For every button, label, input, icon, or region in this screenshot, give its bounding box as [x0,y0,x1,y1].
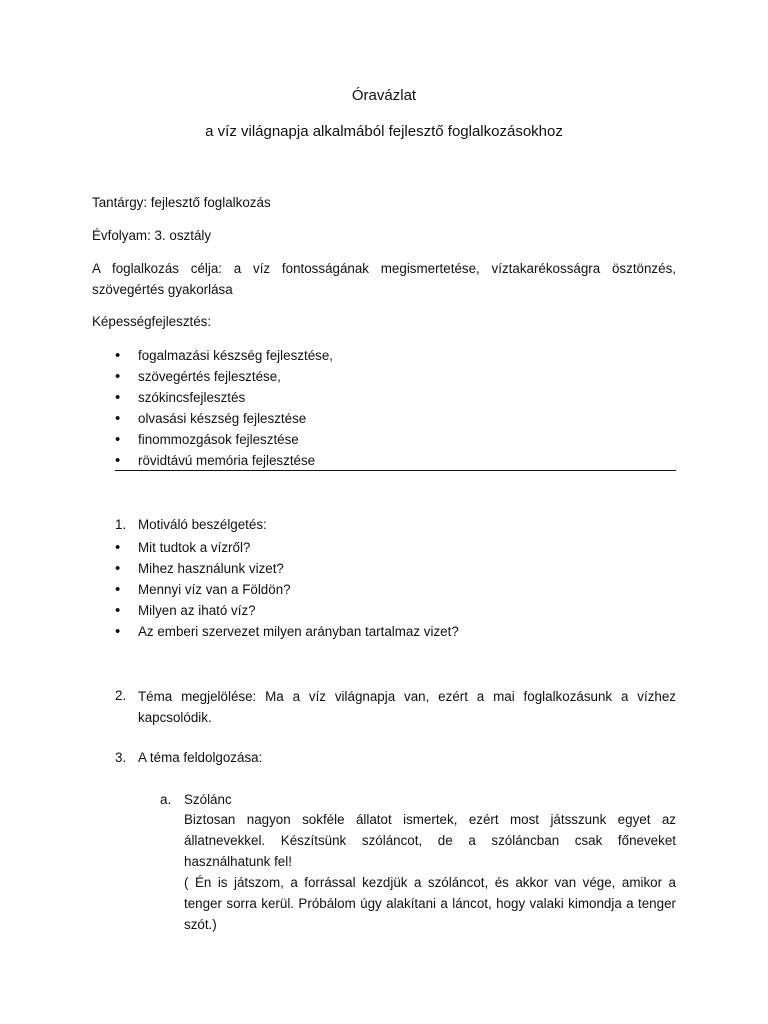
bullet-icon [115,366,120,387]
list-item-label: Mihez használunk vizet? [138,561,284,576]
list-item-label: Mit tudtok a vízről? [138,540,251,555]
subsection-paragraph: Biztosan nagyon sokféle állatot ismertek, ezért most játsszunk egyet az állatnevekkel. Készítsünk szóláncot, de a szóláncban csak főneveket használhatunk fel! [184,812,676,869]
page-title: Óravázlat [351,87,417,104]
list-item-label: Mennyi víz van a Földön? [138,582,291,597]
bullet-icon [115,345,120,366]
subsection-note: ( Én is játszom, a forrással kezdjük a szóláncot, és akkor van vége, amikor a tenger sorra kerül. Próbálom úgy alakítani a láncot, hogy valaki kimondja a tenger szót.) [184,875,676,932]
section-heading: A téma feldolgozása: [138,750,263,765]
bullet-icon [115,558,120,579]
page-subtitle: a víz világnapja alkalmából fejlesztő foglalkozásokhoz [205,123,563,140]
section-paragraph: Téma megjelölése: Ma a víz világnapja van, ezért a mai foglalkozásunk a vízhez kapcsolódik. [138,689,676,725]
list-item-label: Az emberi szervezet milyen arányban tartalmaz vizet? [138,624,459,639]
bullet-icon [115,450,120,471]
horizontal-rule [115,470,676,471]
subject-line: Tantárgy: fejlesztő foglalkozás [92,195,271,210]
bullet-icon [115,579,120,600]
subsection-letter: a. [160,792,172,807]
goal-paragraph: A foglalkozás célja: a víz fontosságának megismertetése, víztakarékosságra ösztönzés, szövegértés gyakorlása [92,261,676,297]
section-number: 3. [115,750,127,765]
bullet-icon [115,429,120,450]
list-item-label: olvasási készség fejlesztése [138,411,307,426]
bullet-icon [115,408,120,429]
grade-line: Évfolyam: 3. osztály [92,228,212,243]
list-item-label: rövidtávú memória fejlesztése [138,453,316,468]
section-number: 1. [115,517,127,532]
bullet-icon [115,600,120,621]
section-heading: Motiváló beszélgetés: [138,517,267,532]
bullet-icon [115,387,120,408]
list-item-label: Milyen az iható víz? [138,603,256,618]
list-item-label: fogalmazási készség fejlesztése, [138,348,334,363]
skills-heading: Képességfejlesztés: [92,314,212,329]
list-item-label: szókincsfejlesztés [138,390,246,405]
list-item-label: szövegértés fejlesztése, [138,369,281,384]
list-item-label: finommozgások fejlesztése [138,432,299,447]
section-number: 2. [115,688,127,703]
bullet-icon [115,537,120,558]
bullet-icon [115,621,120,642]
subsection-title: Szólánc [184,792,232,807]
